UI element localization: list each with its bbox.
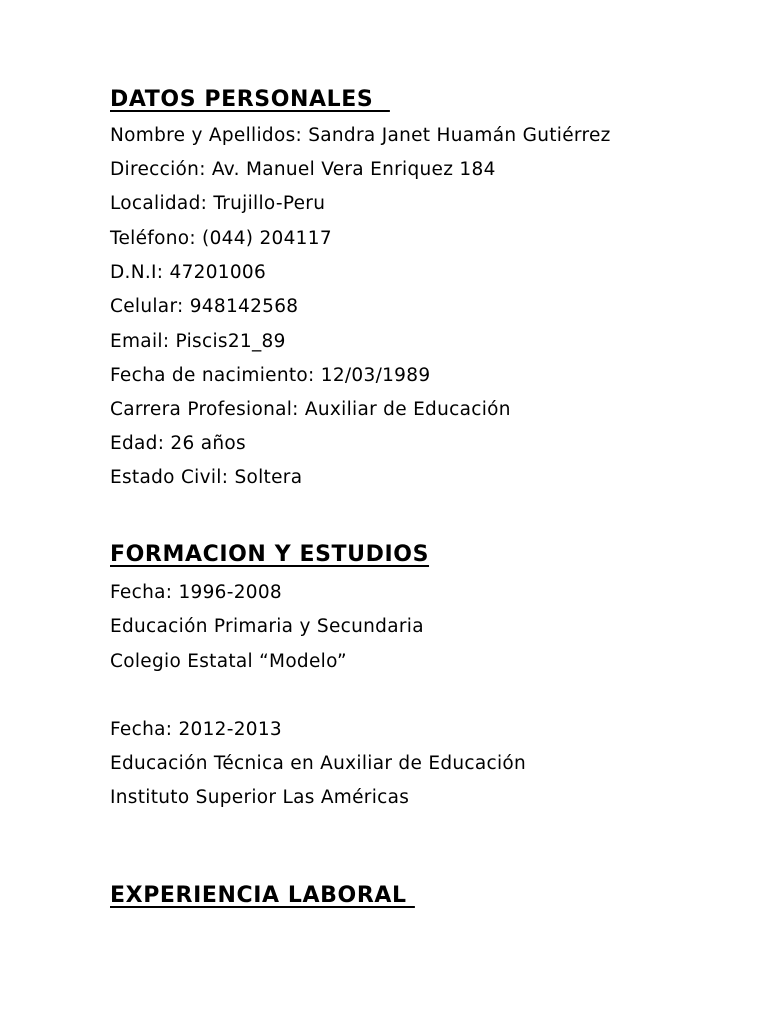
personal-phone: Teléfono: (044) 204117 [110, 228, 332, 249]
education-institution: Colegio Estatal “Modelo” [110, 651, 347, 672]
personal-address: Dirección: Av. Manuel Vera Enriquez 184 [110, 159, 496, 180]
section-heading-education: FORMACION Y ESTUDIOS [110, 542, 430, 567]
personal-email: Email: Piscis21_89 [110, 331, 286, 352]
section-heading-personal: DATOS PERSONALES [110, 87, 390, 112]
personal-name: Nombre y Apellidos: Sandra Janet Huamán Gutiérrez [110, 125, 611, 146]
personal-birthdate: Fecha de nacimiento: 12/03/1989 [110, 365, 431, 386]
personal-dni: D.N.I: 47201006 [110, 262, 267, 283]
education-date: Fecha: 2012-2013 [110, 719, 282, 740]
personal-career: Carrera Profesional: Auxiliar de Educación [110, 399, 511, 420]
education-title: Educación Primaria y Secundaria [110, 616, 424, 637]
education-date: Fecha: 1996-2008 [110, 582, 282, 603]
education-title: Educación Técnica en Auxiliar de Educación [110, 753, 527, 774]
personal-locality: Localidad: Trujillo-Peru [110, 193, 326, 214]
education-institution: Instituto Superior Las Américas [110, 787, 410, 808]
personal-age: Edad: 26 años [110, 433, 246, 454]
personal-mobile: Celular: 948142568 [110, 296, 299, 317]
personal-civil-status: Estado Civil: Soltera [110, 467, 303, 488]
section-heading-experience: EXPERIENCIA LABORAL [110, 883, 415, 908]
